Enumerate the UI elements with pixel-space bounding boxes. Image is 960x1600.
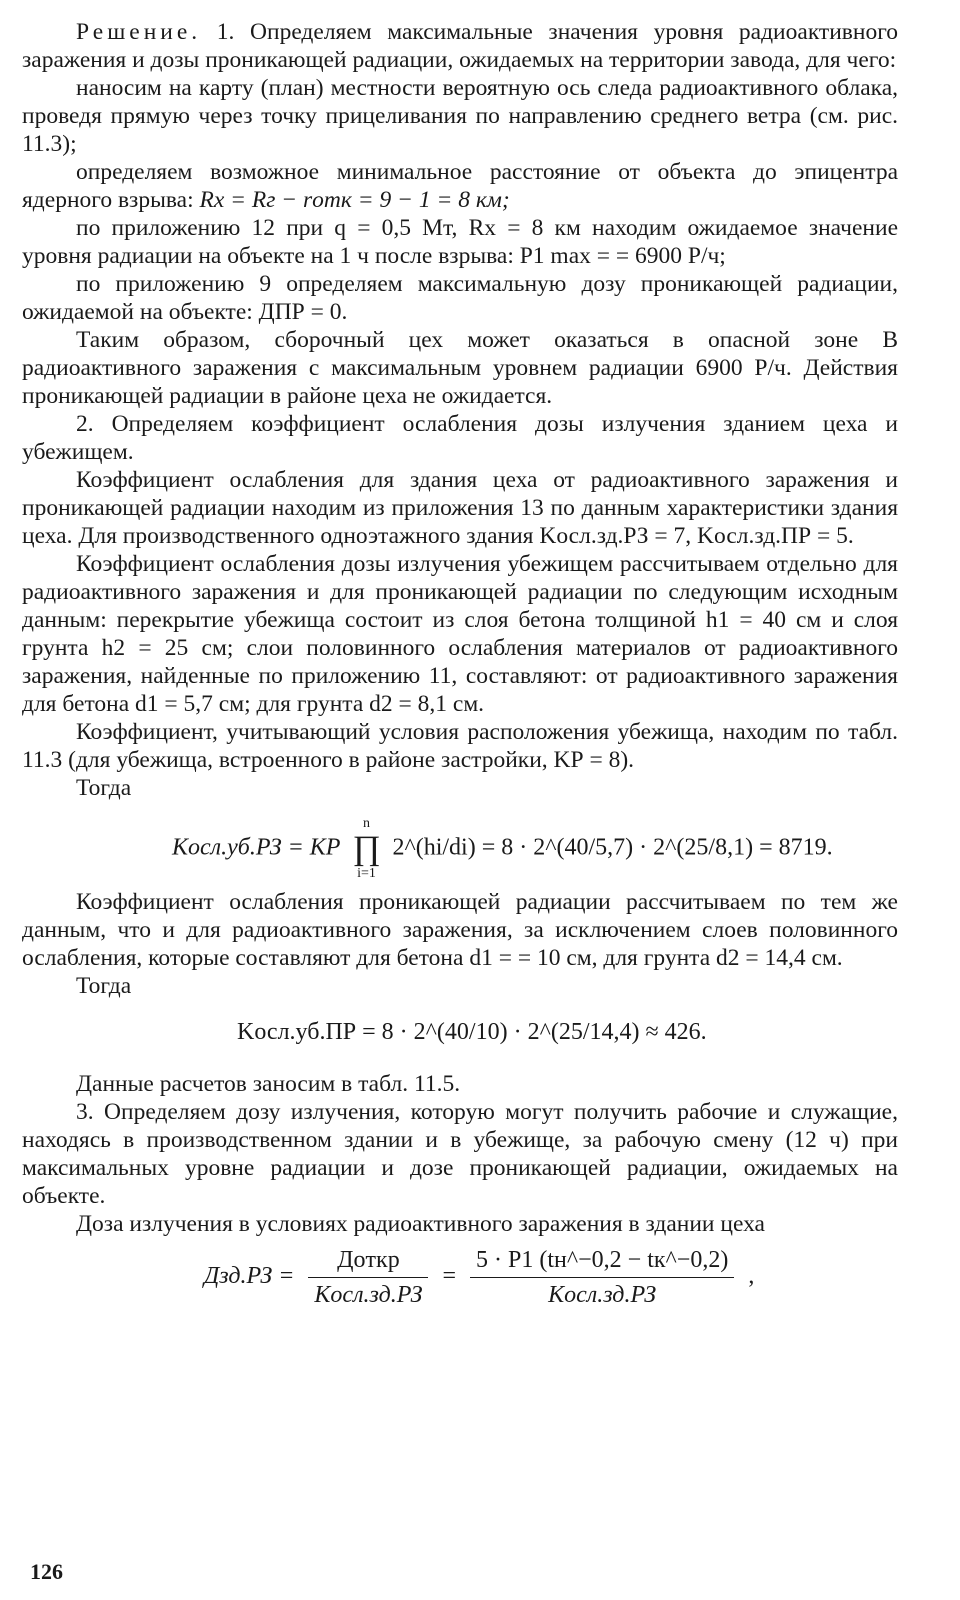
paragraph-conclusion: Таким образом, сборочный цех может оказаться в опасной зоне В радиоактивного заражения с максимальным уровнем радиации 6900 Р/ч. Действия проникающей радиации в районе цеха не ожидается. (22, 327, 898, 409)
paragraph-then-2: Тогда (76, 973, 132, 999)
paragraph-building-coefficient: Коэффициент ослабления для здания цеха от радиоактивного заражения и проникающей радиации находим из приложения 13 по данным характеристики здания цеха. Для производственного одноэтажного здания Kосл.зд.РЗ = 7, Kосл.зд.ПР = 5. (22, 467, 898, 549)
formula-shelter-pr (22, 1000, 898, 1070)
paragraph-radiation-level: по приложению 12 при q = 0,5 Мт, Rх = 8 км находим ожидаемое значение уровня радиации на объекте на 1 ч после взрыва: P1 max = = 6900 Р/ч; (22, 215, 898, 269)
paragraph-penetrating-dose: по приложению 9 определяем максимальную дозу проникающей радиации, ожидаемой на объекте: ДПР = 0. (22, 271, 898, 325)
product-symbol: n ∏ i=1 (352, 816, 381, 881)
paragraph-then-1: Тогда (76, 775, 132, 801)
paragraph-distance: определяем возможное минимальное расстояние от объекта до эпицентра ядерного взрыва: Rх = Rг − rотк = 9 − 1 = 8 км; (22, 159, 898, 213)
paragraph-table-ref: Данные расчетов заносим в табл. 11.5. (76, 1071, 461, 1097)
distance-formula: Rх = Rг − rотк = 9 − 1 = 8 км; (199, 187, 510, 213)
paragraph-solution-step1: Решение. 1. Определяем максимальные значения уровня радиоактивного заражения и дозы проникающей радиации, ожидаемых на территории завода, для чего: (22, 19, 898, 73)
page-number: 126 (30, 1559, 63, 1584)
formula1-lhs: Kосл.уб.РЗ = KР (172, 834, 341, 861)
paragraph-penetrating-coefficient: Коэффициент ослабления проникающей радиации рассчитываем по тем же данным, что и для радиоактивного заражения, за исключением слоев половинного ослабления, которые составляют для бетона d1 = = 10 см, для грунта d2 = 14,4 см. (22, 889, 898, 971)
formula2: Kосл.уб.ПР = 8 · 2^(40/10) · 2^(25/14,4) ≈ 426. (237, 1019, 707, 1045)
paragraph-step3: 3. Определяем дозу излучения, которую могут получить рабочие и служащие, находясь в производственном здании и в убежище, за рабочую смену (12 ч) при максимальных уровне радиации и дозе проникающей радиации, ожидаемых на объекте. (22, 1099, 898, 1209)
paragraph-shelter-coefficient: Коэффициент ослабления дозы излучения убежищем рассчитываем отдельно для радиоактивного заражения и для проникающей радиации по следующим исходным данным: перекрытие убежища состоит из слоя бетона толщиной h1 = 40 см и слоя грунта h2 = 25 см; слои половинного ослабления материалов от радиоактивного заражения, найденные по приложению 11, составляют: от радиоактивного заражения для бетона d1 = 5,7 см; для грунта d2 = 8,1 см. (22, 551, 898, 717)
paragraph-plot-axis: наносим на карту (план) местности вероятную ось следа радиоактивного облака, проведя прямую через точку прицеливания по направлению среднего ветра (см. рис. 11.3); (22, 75, 898, 157)
fraction-1: $\frac{\text{Дoткр}}{\text{Kосл.зд.РЗ}}$ (308, 1246, 428, 1309)
page-body (22, 18, 898, 1338)
formula-shelter-rz (22, 802, 898, 888)
solution-label: Решение. (76, 19, 202, 45)
formula-building-dose: Дзд.РЗ = $\frac{\text{Дoткр}}{\text{Kосл.зд.РЗ}}$ = $\frac{5 \cdot P1 (tн\^{}-0,2 - tк\^{}-0,2)}{\text{Kосл.зд.РЗ}}$ , (204, 1247, 755, 1308)
paragraph-dose-building: Доза излучения в условиях радиоактивного заражения в здании цеха (76, 1211, 765, 1237)
formula3-lhs: Дзд.РЗ = (204, 1263, 295, 1290)
formula1-rhs: 2^(hi/di) = 8 · 2^(40/5,7) · 2^(25/8,1) = 8719. (392, 834, 833, 861)
fraction-2: $\frac{5 \cdot P1 (tн\^{}-0,2 - tк\^{}-0,2)}{\text{Kосл.зд.РЗ}}$ (470, 1246, 734, 1309)
paragraph-location-coefficient: Коэффициент, учитывающий условия расположения убежища, находим по табл. 11.3 (для убежища, встроенного в районе застройки, KР = 8). (22, 719, 898, 773)
paragraph-step2: 2. Определяем коэффициент ослабления дозы излучения зданием цеха и убежищем. (22, 411, 898, 465)
